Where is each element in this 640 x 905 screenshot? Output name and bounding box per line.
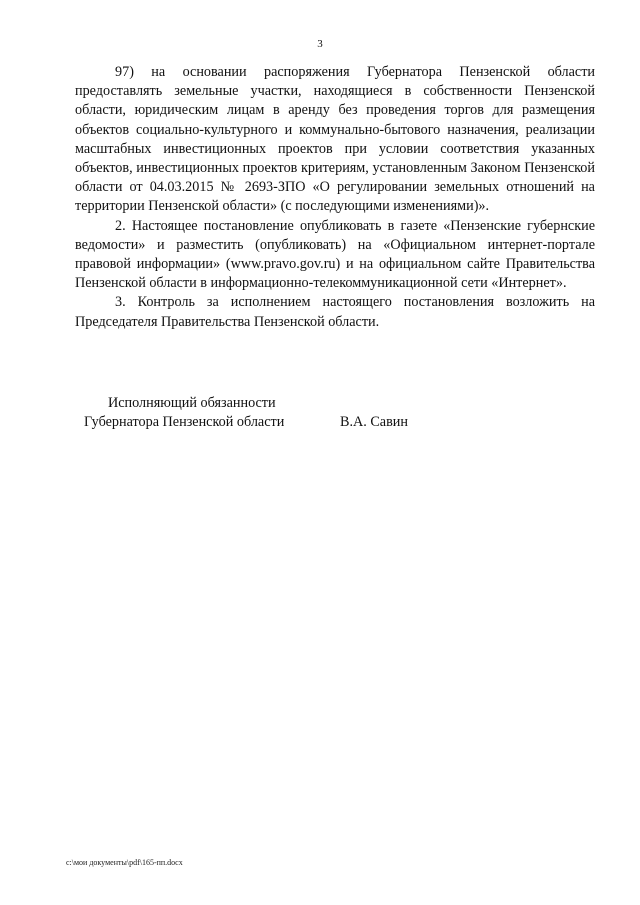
paragraph-publication: 2. Настоящее постановление опубликовать в газете «Пензенские губернские ведомости» и разместить (опубликовать) на «Официальном интернет-портале правовой информации» (www.pravo.gov.ru) и на официальном сайте Правительства Пензенской области в информационно-телекоммуникационной сети «Интернет».: [75, 217, 595, 292]
signatory-name: В.А. Савин: [340, 414, 408, 430]
footer-file-path: c:\мои документы\pdf\165-пп.docx: [66, 858, 183, 867]
paragraph-control: 3. Контроль за исполнением настоящего постановления возложить на Председателя Правительства Пензенской области.: [75, 294, 595, 330]
document-body: [75, 63, 595, 332]
paragraph-item-97: 97) на основании распоряжения Губернатора Пензенской области предоставлять земельные участки, находящиеся в собственности Пензенской области, юридическим лицам в аренду без проведения торгов для размещения объектов социально-культурного и коммунально-бытового назначения, реализации масштабных инвестиционных проектов при условии соответствия указанных объектов, инвестиционных проектов критериям, установленным Законом Пензенской области от 04.03.2015 № 2693-ЗПО «О регулировании земельных отношений на территории Пензенской области» (с последующими изменениями)».: [75, 64, 595, 215]
signatory-title-line-1: Исполняющий обязанности: [108, 395, 276, 411]
page-number: 3: [317, 38, 323, 50]
signatory-title-line-2: Губернатора Пензенской области: [84, 414, 285, 430]
